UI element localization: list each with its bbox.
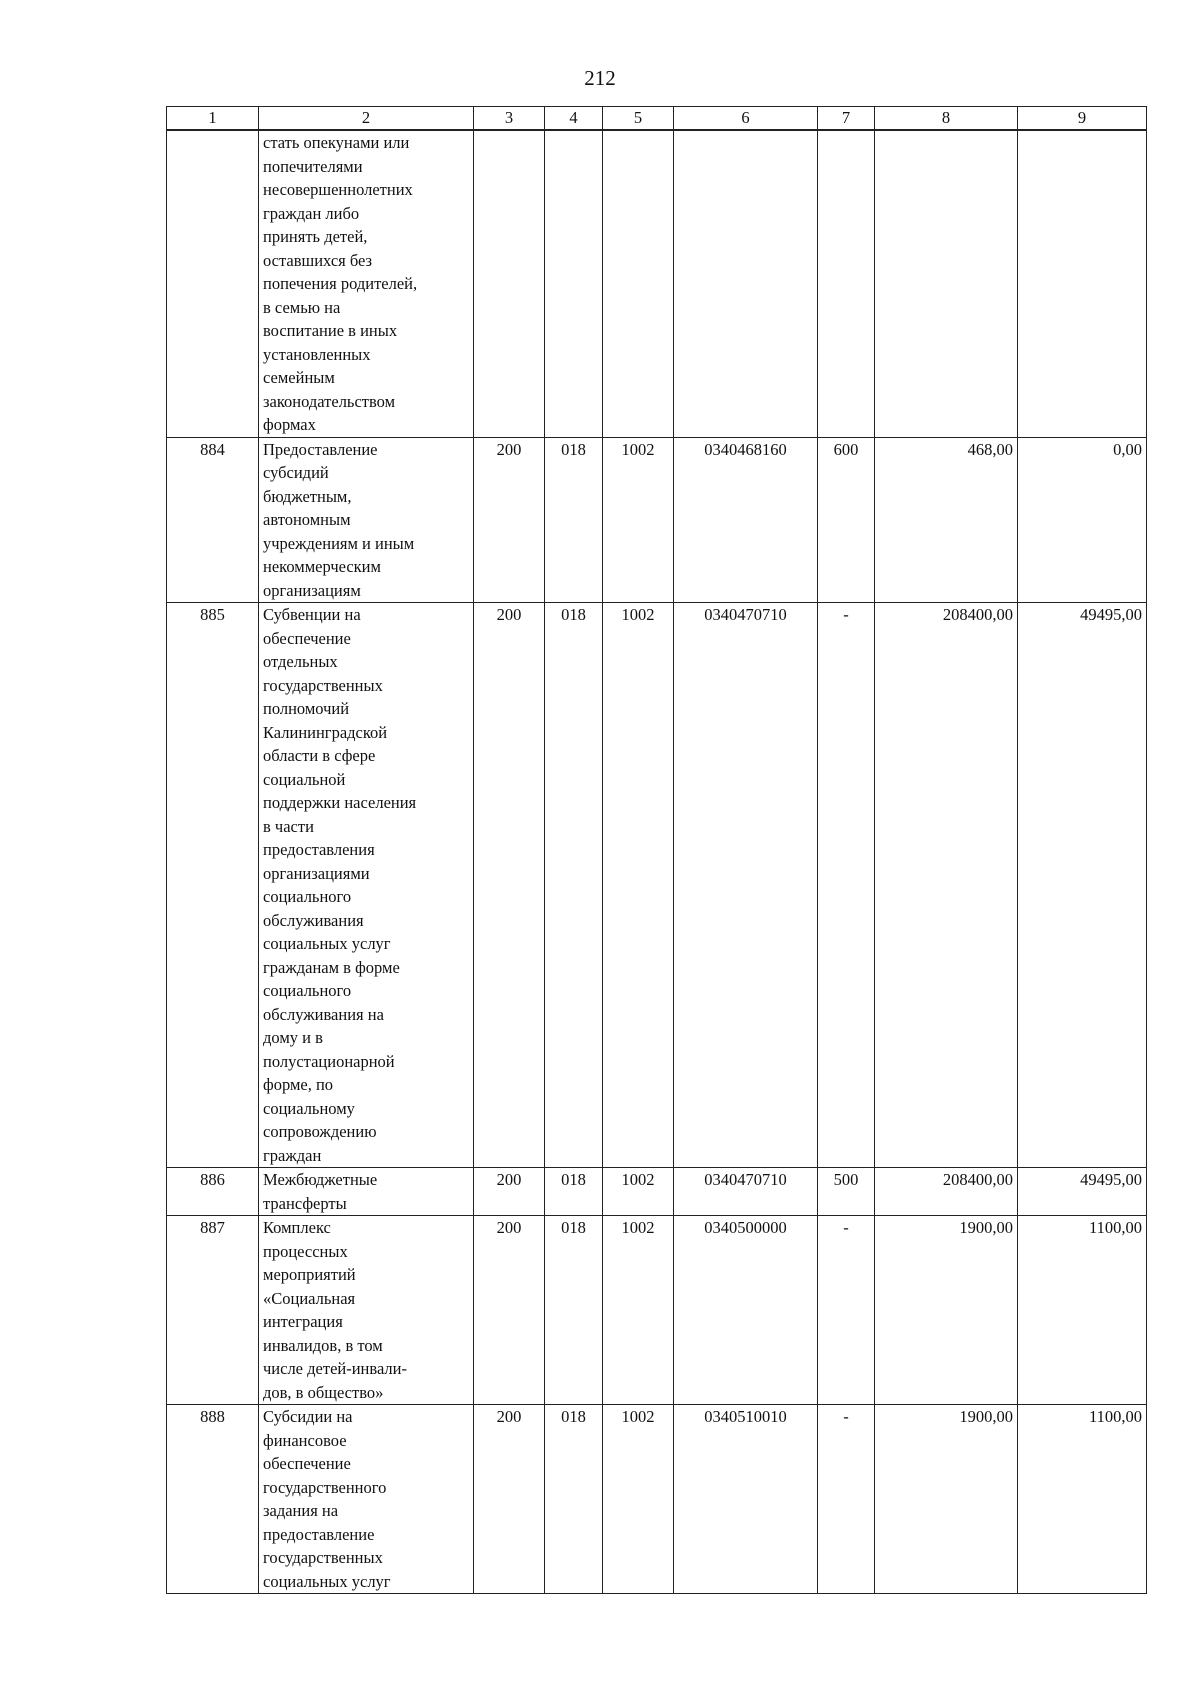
- description-line: некоммерческим: [263, 557, 381, 576]
- description-line: задания на: [263, 1501, 339, 1520]
- code-cell-3: 200: [474, 437, 545, 603]
- description-line: социального: [263, 981, 352, 1000]
- description-line: мероприятий: [263, 1265, 356, 1284]
- description-cell: [259, 1168, 474, 1216]
- description-line: граждан либо: [263, 203, 360, 223]
- target-article-cell: [674, 130, 818, 437]
- table-header-row: [167, 107, 1147, 131]
- code-cell-3: 200: [474, 1168, 545, 1216]
- code-cell-5: 1002: [603, 437, 674, 603]
- expense-type-cell: 500: [818, 1168, 875, 1216]
- description-line: интеграция: [263, 1312, 343, 1331]
- description-line: государственного: [263, 1477, 387, 1497]
- description-line: полномочий: [263, 699, 350, 718]
- description-line: установленных: [263, 344, 371, 364]
- description-line: обслуживания: [263, 910, 364, 930]
- description-line: попечения родителей,: [263, 274, 418, 293]
- target-article-cell: 0340510010: [674, 1405, 818, 1594]
- description-line: гражданам в форме: [263, 957, 400, 977]
- code-cell-4: 018: [545, 437, 603, 603]
- target-article-cell: 0340468160: [674, 437, 818, 603]
- description-line: оставшихся без: [263, 250, 373, 270]
- code-cell-4: 018: [545, 1216, 603, 1405]
- description-line: бюджетным,: [263, 486, 352, 506]
- description-line: организациям: [263, 580, 361, 600]
- description-line: социального: [263, 887, 352, 906]
- description-line: социальных услуг: [263, 934, 391, 953]
- code-cell-4: 018: [545, 603, 603, 1168]
- expense-type-cell: -: [818, 1405, 875, 1594]
- code-cell-5: 1002: [603, 1168, 674, 1216]
- description-line: попечителями: [263, 156, 363, 176]
- description-line: «Социальная: [263, 1288, 356, 1308]
- description-cell: [259, 1216, 474, 1405]
- description-line: законодательством: [263, 391, 396, 411]
- amount-cell-2: 49495,00: [1018, 603, 1147, 1168]
- target-article-cell: 0340470710: [674, 1168, 818, 1216]
- row-number-cell: 888: [167, 1405, 259, 1594]
- description-line: финансовое: [263, 1430, 347, 1450]
- row-number-cell: [167, 130, 259, 437]
- description-line: обеспечение: [263, 628, 351, 648]
- description-line: форме, по: [263, 1075, 334, 1094]
- description-line: Калининградской: [263, 722, 388, 742]
- code-cell-3: 200: [474, 603, 545, 1168]
- description-line: обслуживания на: [263, 1004, 384, 1024]
- description-line: семейным: [263, 368, 335, 387]
- code-cell-3: [474, 130, 545, 437]
- description-line: учреждениям и иным: [263, 533, 415, 553]
- amount-cell-2: 49495,00: [1018, 1168, 1147, 1216]
- code-cell-3: 200: [474, 1405, 545, 1594]
- description-line: автономным: [263, 510, 351, 529]
- amount-cell: 208400,00: [875, 1168, 1018, 1216]
- description-line: Межбюджетные: [263, 1170, 378, 1189]
- code-cell-5: 1002: [603, 1405, 674, 1594]
- description-line: в семью на: [263, 297, 341, 317]
- description-line: государственных: [263, 675, 383, 695]
- description-line: предоставление: [263, 1524, 375, 1544]
- code-cell-3: 200: [474, 1216, 545, 1405]
- description-cell: [259, 603, 474, 1168]
- code-cell-4: [545, 130, 603, 437]
- amount-cell-2: 0,00: [1018, 437, 1147, 603]
- description-line: поддержки населения: [263, 793, 417, 812]
- description-line: формах: [263, 415, 316, 434]
- description-cell: [259, 1405, 474, 1594]
- code-cell-4: 018: [545, 1405, 603, 1594]
- description-line: дов, в общество»: [263, 1382, 384, 1402]
- code-cell-4: 018: [545, 1168, 603, 1216]
- amount-cell-2: [1018, 130, 1147, 437]
- amount-cell-2: 1100,00: [1018, 1405, 1147, 1594]
- column-header: 2: [259, 107, 474, 131]
- description-line: отдельных: [263, 652, 338, 671]
- target-article-cell: 0340500000: [674, 1216, 818, 1405]
- column-header: 1: [167, 107, 259, 131]
- description-line: обеспечение: [263, 1454, 351, 1473]
- description-line: предоставления: [263, 840, 375, 859]
- amount-cell: 468,00: [875, 437, 1018, 603]
- description-line: Предоставление: [263, 439, 378, 459]
- description-line: Субвенции на: [263, 605, 361, 624]
- description-line: несовершеннолетних: [263, 180, 413, 199]
- description-line: сопровождению: [263, 1122, 377, 1141]
- amount-cell: [875, 130, 1018, 437]
- amount-cell: 208400,00: [875, 603, 1018, 1168]
- table-row: [167, 1405, 1147, 1594]
- description-line: в части: [263, 816, 314, 836]
- description-line: граждан: [263, 1145, 322, 1165]
- description-line: полустационарной: [263, 1051, 395, 1071]
- description-line: субсидий: [263, 463, 329, 482]
- description-line: числе детей-инвали-: [263, 1359, 407, 1378]
- description-line: области в сфере: [263, 746, 376, 765]
- table-row: [167, 130, 1147, 437]
- row-number-cell: 887: [167, 1216, 259, 1405]
- description-cell: [259, 130, 474, 437]
- row-number-cell: 884: [167, 437, 259, 603]
- description-line: социальному: [263, 1098, 355, 1118]
- expense-type-cell: -: [818, 603, 875, 1168]
- description-line: процессных: [263, 1241, 348, 1261]
- column-header: 9: [1018, 107, 1147, 131]
- code-cell-5: [603, 130, 674, 437]
- expense-type-cell: [818, 130, 875, 437]
- description-line: воспитание в иных: [263, 321, 398, 340]
- amount-cell-2: 1100,00: [1018, 1216, 1147, 1405]
- description-line: Субсидии на: [263, 1407, 353, 1426]
- row-number-cell: 885: [167, 603, 259, 1168]
- budget-table: [166, 106, 1147, 1594]
- table-body: [167, 130, 1147, 1594]
- description-line: дому и в: [263, 1028, 323, 1047]
- column-header: 4: [545, 107, 603, 131]
- row-number-cell: 886: [167, 1168, 259, 1216]
- column-header: 3: [474, 107, 545, 131]
- code-cell-5: 1002: [603, 1216, 674, 1405]
- amount-cell: 1900,00: [875, 1216, 1018, 1405]
- table-row: [167, 1216, 1147, 1405]
- description-line: стать опекунами или: [263, 133, 410, 152]
- description-line: социальных услуг: [263, 1571, 391, 1591]
- table-row: [167, 1168, 1147, 1216]
- expense-type-cell: 600: [818, 437, 875, 603]
- column-header: 8: [875, 107, 1018, 131]
- target-article-cell: 0340470710: [674, 603, 818, 1168]
- column-header: 6: [674, 107, 818, 131]
- description-line: трансферты: [263, 1193, 347, 1213]
- expense-type-cell: -: [818, 1216, 875, 1405]
- description-line: инвалидов, в том: [263, 1335, 383, 1355]
- amount-cell: 1900,00: [875, 1405, 1018, 1594]
- description-line: государственных: [263, 1548, 383, 1567]
- description-line: принять детей,: [263, 227, 368, 246]
- page-number: 212: [584, 66, 616, 90]
- description-cell: [259, 437, 474, 603]
- description-line: организациями: [263, 863, 370, 883]
- table-row: [167, 603, 1147, 1168]
- description-line: Комплекс: [263, 1218, 331, 1237]
- column-header: 5: [603, 107, 674, 131]
- description-line: социальной: [263, 769, 346, 789]
- column-header: 7: [818, 107, 875, 131]
- table-row: [167, 437, 1147, 603]
- code-cell-5: 1002: [603, 603, 674, 1168]
